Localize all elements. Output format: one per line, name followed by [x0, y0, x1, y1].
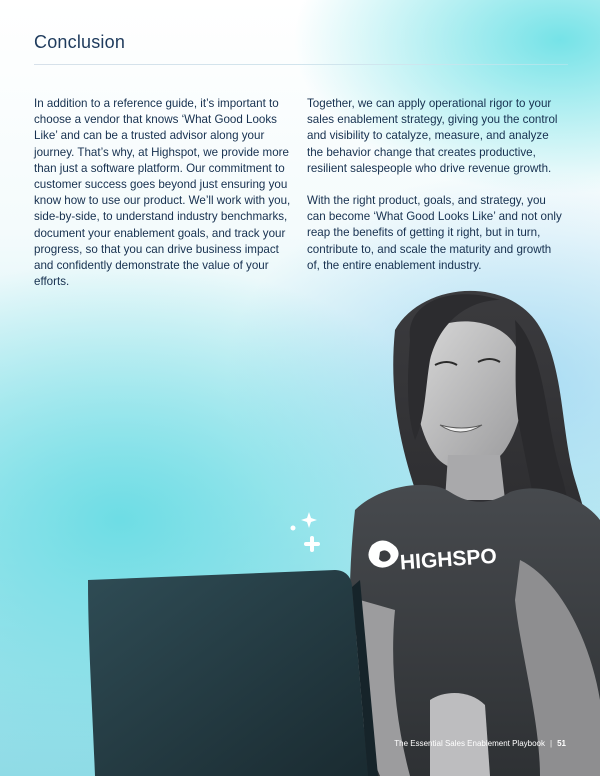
- page-number: 51: [557, 739, 566, 748]
- page-footer: [394, 739, 566, 748]
- right-paragraph-1: Together, we can apply operational rigor to your sales enablement strategy, giving you the control and visibility to catalyze, measure, and analyze the behavior change that creates productive, resilient salespeople who drive revenue growth.: [307, 97, 558, 175]
- footer-separator: |: [550, 739, 553, 748]
- publication-title: The Essential Sales Enablement Playbook: [394, 739, 546, 748]
- right-paragraph-2: With the right product, goals, and strategy, you can become ‘What Good Looks Like’ and not only reap the benefits of getting it right, but in turn, contribute to, and scale the maturity and growth of, the entire enablement industry.: [307, 194, 562, 272]
- page-title: Conclusion: [34, 32, 126, 52]
- sparkle-icon: [291, 512, 319, 550]
- left-paragraph-1: In addition to a reference guide, it’s important to choose a vendor that knows ‘What Good Looks Like’ and can be a trusted advisor along your journey. That’s why, at Highspot, we provide more than just a software platform. Our commitment to customer success goes beyond just ensuring you know how to use our product. We’ll work with you, side-by-side, to understand industry benchmarks, document your enablement goals, and track your progress, so that you can drive business impact and confidently demonstrate the value of your efforts.: [34, 97, 291, 289]
- shirt-text: HIGHSPO: [399, 544, 498, 575]
